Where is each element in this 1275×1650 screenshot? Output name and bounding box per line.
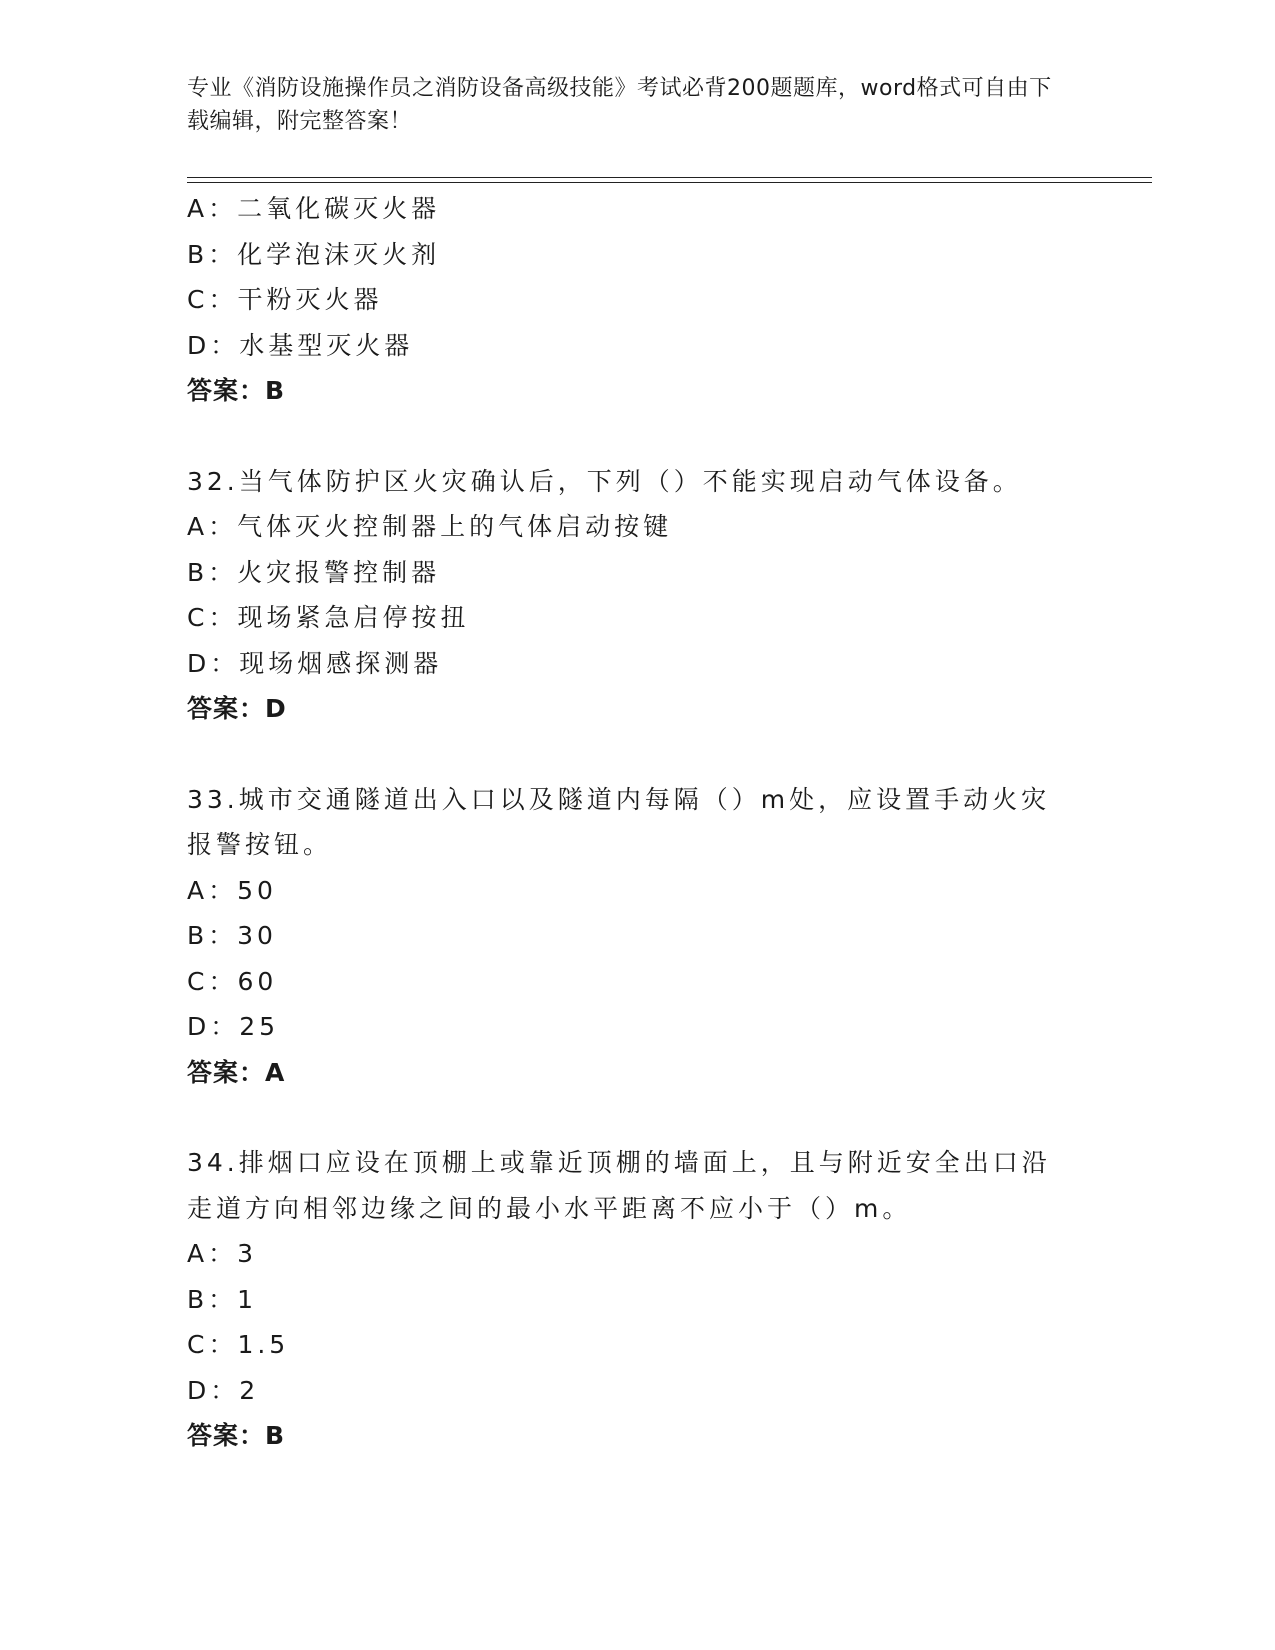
option-b: B：火灾报警控制器 [187, 557, 441, 587]
option-b: B：化学泡沫灭火剂 [187, 239, 441, 269]
question-block-continued [187, 186, 1087, 414]
document-header: 专业《消防设施操作员之消防设备高级技能》考试必背200题题库，word格式可自由下载编辑，附完整答案！ [187, 76, 1052, 134]
option-a: A：二氧化碳灭火器 [187, 194, 441, 223]
option-c: C：干粉灭火器 [187, 285, 383, 314]
answer-label: 答案：A [187, 1057, 286, 1087]
answer-label: 答案：D [187, 694, 287, 723]
question-block-32 [187, 459, 1087, 732]
option-a: A：3 [187, 1239, 258, 1268]
option-c: C：现场紧急启停按扭 [187, 603, 470, 632]
header-divider-bottom [187, 182, 1152, 183]
option-a: A：50 [187, 875, 277, 905]
option-d: D：现场烟感探测器 [187, 648, 443, 678]
question-text: 32.当气体防护区火灾确认后，下列（）不能实现启动气体设备。 [187, 466, 1022, 496]
option-c: C：1.5 [187, 1330, 290, 1359]
option-a: A：气体灭火控制器上的气体启动按键 [187, 512, 673, 541]
question-block-34 [187, 1140, 1087, 1459]
question-spacer [187, 1095, 1087, 1140]
question-text: 33.城市交通隧道出入口以及隧道内每隔（）m处，应设置手动火灾报警按钮。 [187, 784, 1051, 859]
question-text: 34.排烟口应设在顶棚上或靠近顶棚的墙面上，且与附近安全出口沿走道方向相邻边缘之间的最小水平距离不应小于（）m。 [187, 1148, 1051, 1223]
question-block-33 [187, 777, 1087, 1096]
header-divider-top [187, 177, 1152, 178]
option-d: D：25 [187, 1012, 280, 1041]
option-b: B：1 [187, 1284, 258, 1314]
question-spacer [187, 414, 1087, 459]
option-b: B：30 [187, 921, 277, 950]
option-d: D：2 [187, 1375, 260, 1405]
answer-label: 答案：B [187, 376, 286, 405]
question-spacer [187, 732, 1087, 777]
answer-label: 答案：B [187, 1421, 286, 1450]
question-list [187, 186, 1087, 1459]
option-c: C：60 [187, 966, 278, 996]
option-d: D：水基型灭火器 [187, 330, 414, 360]
